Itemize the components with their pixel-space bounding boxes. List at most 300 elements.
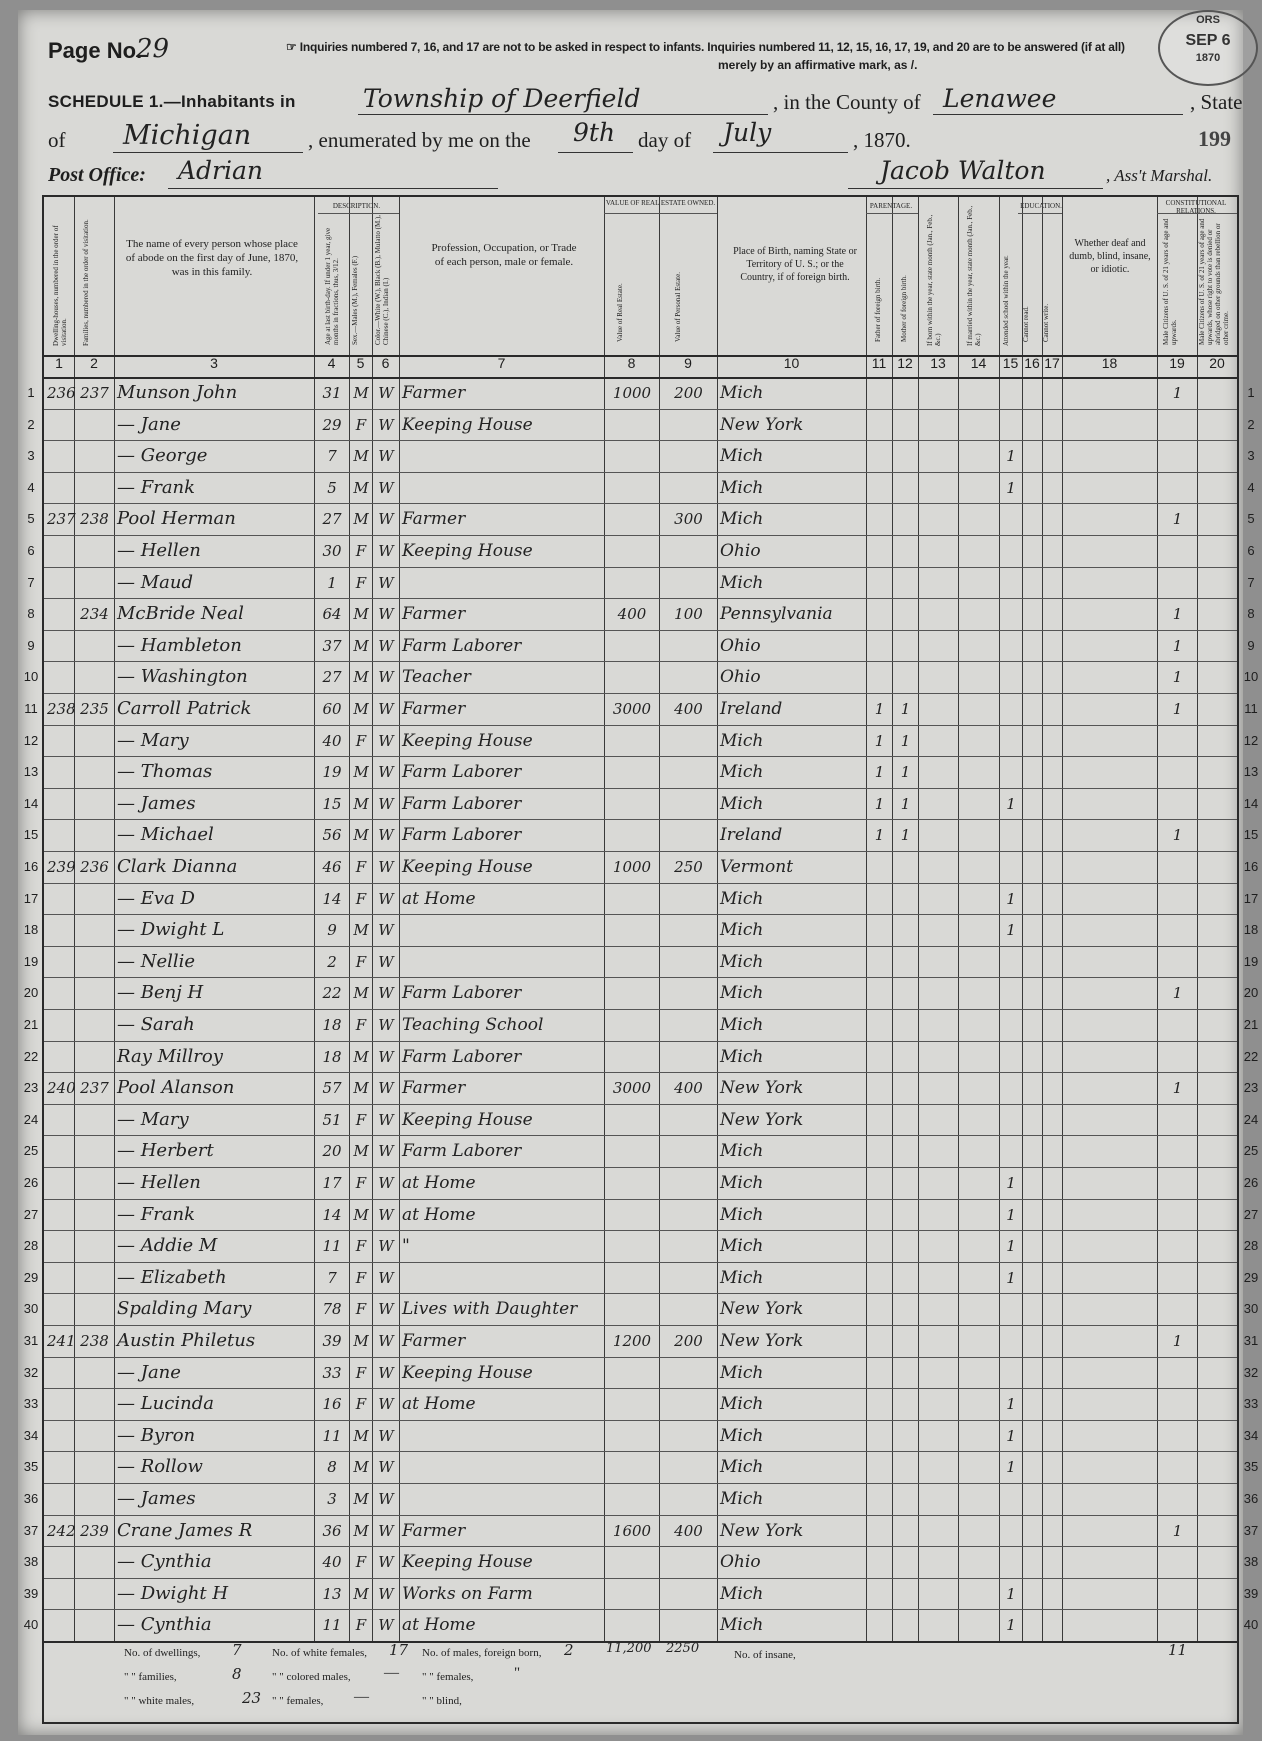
occupation: Keeping House [402, 857, 533, 877]
row-number-right: 20 [1243, 985, 1259, 1001]
birthplace: New York [720, 1299, 804, 1320]
dwelling-number: 237 [47, 510, 76, 529]
color: W [378, 415, 394, 434]
sex: M [353, 826, 369, 845]
row-rule [44, 1072, 1237, 1073]
birthplace: Mich [720, 477, 764, 498]
sex: M [353, 984, 369, 1003]
person-name: Munson John [117, 382, 238, 403]
row-rule [44, 661, 1237, 662]
row-rule [44, 1199, 1237, 1200]
dwellings-count: 7 [232, 1641, 242, 1659]
stamp-line-3: 1870 [1195, 52, 1221, 64]
row-number-left: 31 [23, 1333, 39, 1348]
sex: F [355, 542, 367, 560]
sex: M [353, 1205, 369, 1224]
row-number-right: 30 [1243, 1301, 1259, 1317]
col-16-header: Cannot read. [1022, 306, 1030, 342]
person-name: Crane James R [117, 1519, 253, 1541]
color: W [378, 794, 394, 813]
parentage-header: PARENTAGE. [869, 202, 913, 210]
age: 17 [322, 1174, 342, 1192]
row-number-left: 2 [27, 416, 35, 432]
row-rule [44, 788, 1237, 789]
dwelling-number: 242 [47, 1521, 76, 1540]
person-name: Pool Alanson [117, 1077, 235, 1099]
birthplace: New York [720, 1331, 804, 1351]
row-number-left: 10 [23, 669, 39, 685]
row-number-right: 9 [1247, 637, 1255, 653]
sex: F [355, 1395, 367, 1414]
row-number-right: 38 [1243, 1554, 1259, 1570]
birthplace: Mich [720, 1457, 764, 1478]
person-name: — Addie M [117, 1235, 218, 1257]
row-rule [44, 1546, 1237, 1547]
real-estate-header: VALUE OF REAL ESTATE OWNED. [605, 199, 716, 207]
column-number: 9 [684, 355, 692, 371]
row-number-right: 32 [1243, 1364, 1259, 1380]
row-rule [44, 1483, 1237, 1484]
male-citizen: 1 [1172, 668, 1183, 687]
sex: F [355, 889, 367, 908]
column-number: 12 [897, 355, 913, 371]
date-stamp [1158, 10, 1258, 86]
foreign-females-label: " " females, [422, 1671, 474, 1683]
color: W [378, 826, 394, 845]
father-foreign: 1 [874, 700, 885, 718]
sex: F [355, 1300, 367, 1319]
column-divider [659, 197, 660, 1641]
row-number-right: 15 [1243, 827, 1259, 843]
person-name: — Frank [117, 1203, 196, 1225]
male-citizen: 1 [1172, 605, 1183, 624]
birthplace: Mich [720, 1425, 764, 1446]
color: W [378, 542, 394, 560]
row-number-left: 30 [23, 1301, 39, 1317]
color: W [378, 636, 394, 655]
row-number-left: 37 [23, 1522, 39, 1538]
father-foreign: 1 [874, 794, 885, 813]
age: 46 [322, 858, 342, 876]
birthplace: Mich [720, 1615, 764, 1636]
color: W [378, 447, 394, 466]
sex: M [353, 1490, 369, 1508]
row-number-left: 7 [27, 574, 35, 590]
stamp-line-2: SEP 6 [1185, 32, 1231, 49]
color: W [378, 478, 394, 497]
row-number-right: 37 [1243, 1522, 1259, 1538]
birthplace: Mich [720, 762, 764, 783]
row-number-left: 19 [23, 953, 39, 969]
post-office-label: Post Office: [48, 164, 146, 186]
assistant-marshal: Jacob Walton [880, 156, 1046, 185]
family-number: 237 [80, 384, 109, 402]
age: 57 [322, 1079, 342, 1098]
mother-foreign: 1 [900, 794, 911, 813]
row-number-left: 35 [23, 1459, 39, 1475]
person-name: — Eva D [117, 887, 195, 909]
person-name: — Byron [117, 1424, 196, 1446]
row-number-right: 13 [1243, 764, 1259, 780]
color: W [378, 763, 394, 782]
column-number: 1 [55, 355, 63, 371]
row-number-left: 22 [23, 1048, 39, 1064]
column-number: 7 [497, 355, 506, 371]
row-number-left: 32 [23, 1364, 39, 1380]
occupation: Farm Laborer [402, 793, 522, 814]
state-label: , State [1190, 90, 1243, 114]
row-number-left: 34 [23, 1427, 39, 1443]
row-number-left: 8 [27, 606, 35, 622]
color: W [378, 700, 394, 718]
sex: F [355, 1110, 367, 1129]
row-rule [44, 851, 1237, 852]
age: 22 [322, 984, 342, 1003]
person-name: — Cynthia [117, 1614, 212, 1636]
attended-school: 1 [1006, 447, 1016, 466]
family-number: 237 [80, 1079, 109, 1098]
color: W [378, 1237, 394, 1256]
birthplace: Mich [720, 1204, 764, 1225]
sex: M [353, 921, 369, 940]
township: Township of Deerfield [363, 84, 641, 113]
group-header-rule [1018, 213, 1062, 214]
row-number-right: 25 [1243, 1143, 1259, 1159]
age: 78 [322, 1300, 342, 1319]
attended-school: 1 [1006, 1237, 1016, 1256]
color: W [378, 1300, 394, 1319]
birthplace: Mich [720, 1583, 764, 1604]
row-number-right: 26 [1243, 1175, 1259, 1190]
color: W [378, 510, 394, 529]
occupation: at Home [402, 1394, 476, 1415]
row-number-left: 14 [23, 795, 39, 811]
row-number-left: 15 [23, 827, 39, 843]
age: 1 [327, 573, 337, 592]
color: W [378, 1047, 394, 1066]
birthplace: Pennsylvania [720, 604, 833, 625]
stamped-page-number: 199 [1198, 126, 1231, 151]
column-number: 4 [327, 355, 336, 371]
color: W [378, 1363, 394, 1382]
color: W [378, 573, 394, 592]
row-number-right: 28 [1243, 1238, 1259, 1254]
sex: M [353, 605, 369, 624]
marshal-underline [848, 188, 1103, 189]
row-rule [44, 1041, 1237, 1042]
occupation: Farmer [402, 509, 466, 530]
row-number-right: 27 [1243, 1206, 1259, 1222]
age: 2 [327, 952, 337, 971]
dwellings-label: No. of dwellings, [124, 1647, 201, 1659]
row-rule [44, 535, 1237, 536]
sex: F [355, 1268, 367, 1287]
birthplace: Mich [720, 1489, 764, 1509]
sex: F [355, 1553, 367, 1572]
attended-school: 1 [1006, 1458, 1016, 1477]
row-rule [44, 1135, 1237, 1136]
column-divider [604, 197, 605, 1641]
birthplace: Mich [720, 888, 764, 909]
column-number: 15 [1002, 355, 1019, 371]
row-number-left: 16 [23, 859, 39, 874]
age: 51 [322, 1110, 342, 1129]
sex: F [355, 1363, 367, 1382]
township-underline [358, 114, 768, 115]
column-number: 6 [381, 355, 390, 371]
inquiry-note-continued: merely by an affirmative mark, as /. [718, 58, 918, 72]
real-estate-value: 1000 [612, 858, 652, 876]
row-number-right: 11 [1244, 701, 1258, 716]
occupation: Farm Laborer [402, 762, 522, 783]
age: 36 [322, 1521, 342, 1540]
col-15-header: Attended school within the year. [1002, 255, 1010, 346]
row-number-right: 17 [1243, 890, 1259, 906]
family-number: 234 [80, 605, 109, 624]
row-number-right: 23 [1243, 1080, 1259, 1096]
age: 16 [322, 1395, 342, 1414]
birthplace: New York [720, 1109, 804, 1130]
male-citizen: 1 [1172, 1521, 1183, 1540]
sex: M [353, 1521, 369, 1540]
header-rule [44, 377, 1237, 379]
dwelling-number: 239 [47, 858, 76, 876]
person-name: — Lucinda [117, 1393, 214, 1415]
personal-estate-value: 200 [674, 1332, 703, 1350]
col-9-header: Value of Personal Estate. [674, 272, 682, 342]
row-number-left: 11 [24, 701, 38, 716]
row-number-right: 34 [1243, 1427, 1259, 1443]
column-divider [1022, 197, 1023, 1641]
column-divider [717, 197, 718, 1641]
occupation: Farm Laborer [402, 1141, 522, 1162]
row-number-left: 6 [27, 543, 35, 558]
row-number-left: 17 [23, 890, 39, 906]
birthplace: Mich [720, 983, 764, 1004]
row-rule [44, 977, 1237, 978]
sex: F [355, 1237, 367, 1256]
col-19-header: Male Citizens of U. S. of 21 years of age and upwards. [1162, 218, 1178, 345]
personal-estate-value: 200 [674, 384, 703, 402]
age: 9 [327, 921, 337, 940]
birthplace: Mich [720, 951, 764, 972]
attended-school: 1 [1006, 1426, 1016, 1445]
age: 20 [322, 1142, 342, 1161]
male-citizen: 1 [1172, 826, 1183, 845]
sex: M [353, 510, 369, 529]
occupation: Farmer [402, 699, 466, 719]
person-name: Clark Dianna [117, 856, 238, 877]
age: 37 [322, 636, 342, 655]
father-foreign: 1 [874, 763, 885, 782]
occupation: Farmer [402, 1520, 466, 1541]
col-18-header: Whether deaf and dumb, blind, insane, or idiotic. [1069, 238, 1151, 275]
personal-estate-value: 400 [674, 700, 703, 718]
dwelling-number: 236 [47, 384, 76, 402]
row-number-left: 23 [23, 1080, 39, 1096]
sex: F [355, 1174, 367, 1192]
person-name: McBride Neal [117, 603, 244, 625]
column-number: 3 [210, 355, 218, 371]
row-rule [44, 472, 1237, 473]
row-rule [44, 1009, 1237, 1010]
male-citizen: 1 [1172, 636, 1183, 655]
person-name: — Thomas [117, 761, 213, 783]
column-number: 20 [1209, 355, 1225, 371]
row-rule [44, 1451, 1237, 1452]
state: Michigan [123, 120, 252, 151]
col-10-header: Place of Birth, naming State or Territory of U. S.; or the Country, if of foreign birth. [733, 246, 857, 283]
sex: F [355, 858, 367, 876]
sex: F [355, 1616, 367, 1635]
occupation: at Home [402, 1615, 476, 1636]
birthplace: Mich [720, 1046, 764, 1067]
birthplace: Mich [720, 730, 764, 751]
colored-females-count: — [354, 1689, 369, 1705]
occupation: Farmer [402, 1078, 466, 1099]
birthplace: Mich [720, 1394, 764, 1415]
mother-foreign: 1 [900, 763, 911, 782]
color: W [378, 1521, 394, 1540]
person-name: — Nellie [117, 950, 196, 972]
age: 5 [327, 478, 337, 497]
column-number: 10 [783, 355, 800, 371]
person-name: Ray Millroy [117, 1045, 223, 1067]
families-label: " " families, [124, 1671, 177, 1683]
column-divider [999, 197, 1000, 1641]
post-office-underline [168, 188, 498, 189]
col-12-header: Mother of foreign birth. [900, 275, 908, 342]
color: W [378, 668, 394, 687]
age: 33 [322, 1363, 342, 1382]
attended-school: 1 [1006, 1616, 1016, 1635]
col-2-header: Families, numbered in the order of visitation. [82, 219, 90, 346]
row-number-left: 21 [23, 1017, 39, 1032]
age: 7 [327, 447, 337, 466]
personal-estate-value: 250 [674, 858, 703, 876]
attended-school: 1 [1006, 921, 1016, 940]
post-office: Adrian [178, 156, 264, 185]
birthplace: New York [720, 1520, 804, 1541]
column-divider [918, 197, 919, 1641]
person-name: — Benj H [117, 982, 204, 1004]
family-number: 239 [80, 1521, 109, 1540]
personal-estate-value: 400 [674, 1521, 703, 1540]
group-header-rule [866, 213, 918, 214]
age: 30 [322, 542, 342, 560]
mother-foreign: 1 [900, 731, 911, 750]
birthplace: Ireland [720, 699, 783, 719]
attended-school: 1 [1006, 1174, 1016, 1192]
column-number: 14 [970, 355, 987, 371]
color: W [378, 1553, 394, 1572]
col-3-header: The name of every person whose place of abode on the first day of June, 1870, was in this family. [125, 238, 299, 278]
row-rule [44, 914, 1237, 915]
row-rule [44, 409, 1237, 410]
person-name: Austin Philetus [117, 1330, 256, 1351]
blind-label: " " blind, [422, 1695, 462, 1707]
family-number: 235 [80, 700, 109, 718]
mother-foreign: 1 [900, 700, 911, 718]
col-5-header: Sex.—Males (M.), Females (F.) [351, 255, 359, 345]
column-divider [1157, 197, 1158, 1641]
birthplace: Mich [720, 509, 764, 530]
county: Lenawee [943, 84, 1057, 113]
occupation: Keeping House [402, 1362, 533, 1383]
person-name: Carroll Patrick [117, 698, 252, 719]
row-number-right: 24 [1243, 1111, 1259, 1127]
marshal-label: , Ass't Marshal. [1106, 166, 1213, 185]
row-rule [44, 1167, 1237, 1168]
color: W [378, 1458, 394, 1477]
col-1-header: Dwelling-houses, numbered in the order of visitation. [52, 225, 68, 346]
row-number-left: 3 [27, 448, 35, 464]
row-number-left: 1 [27, 385, 35, 400]
inquiry-note: ☞ Inquiries numbered 7, 16, and 17 are not to be asked in respect to infants. Inquiries numbered 11, 12, 15, 16, 17, 19, and 20 are to be answered (if at all) [286, 40, 1125, 54]
row-rule [44, 1388, 1237, 1389]
father-foreign: 1 [874, 826, 885, 845]
column-divider [892, 197, 893, 1641]
row-rule [44, 1325, 1237, 1326]
row-number-right: 29 [1243, 1269, 1259, 1285]
enumeration-day: 9th [573, 118, 616, 147]
row-number-left: 29 [23, 1269, 39, 1285]
row-number-right: 4 [1247, 479, 1255, 495]
male-citizen: 1 [1172, 1332, 1183, 1350]
column-number: 5 [356, 355, 365, 371]
column-number: 17 [1044, 355, 1060, 371]
column-number: 19 [1169, 355, 1185, 371]
row-number-right: 6 [1247, 543, 1255, 558]
row-number-right: 3 [1247, 448, 1255, 464]
row-number-right: 1 [1247, 385, 1255, 400]
row-rule [44, 1104, 1237, 1105]
occupation: Keeping House [402, 1552, 533, 1573]
row-number-right: 10 [1243, 669, 1259, 685]
sex: M [353, 447, 369, 466]
sex: M [353, 1142, 369, 1161]
attended-school: 1 [1006, 478, 1016, 497]
dwelling-number: 240 [47, 1079, 76, 1098]
row-number-right: 22 [1243, 1048, 1259, 1064]
age: 15 [322, 794, 342, 813]
column-number: 16 [1024, 355, 1040, 371]
age: 29 [322, 415, 342, 434]
row-number-right: 36 [1243, 1491, 1259, 1506]
column-number: 2 [90, 355, 98, 371]
col-13-header: If born within the year, state month (Jan., Feb., &c.) [926, 214, 942, 346]
row-rule [44, 1578, 1237, 1579]
col-17-header: Cannot write. [1042, 303, 1050, 342]
col-14-header: If married within the year, state month (Jan., Feb., &c.) [966, 205, 982, 346]
attended-school: 1 [1006, 1205, 1016, 1224]
person-name: — Mary [117, 729, 189, 751]
sex: M [353, 1332, 369, 1350]
age: 64 [322, 605, 342, 624]
col-20-header: Male Citizens of U. S. of 21 years of age and upwards, whose right to vote is denied or abridged on other grounds than rebellion or other crime. [1198, 218, 1230, 345]
row-number-right: 14 [1243, 795, 1259, 811]
person-name: — Michael [117, 824, 214, 846]
row-rule [44, 1230, 1237, 1231]
row-number-left: 39 [23, 1585, 39, 1601]
occupation: at Home [402, 888, 476, 909]
white-males-label: " " white males, [124, 1695, 195, 1707]
census-table [23, 195, 1259, 1724]
row-number-right: 5 [1247, 511, 1255, 527]
foreign-males-count: 2 [564, 1641, 574, 1659]
occupation: at Home [402, 1204, 476, 1225]
birthplace: Ireland [720, 825, 783, 846]
